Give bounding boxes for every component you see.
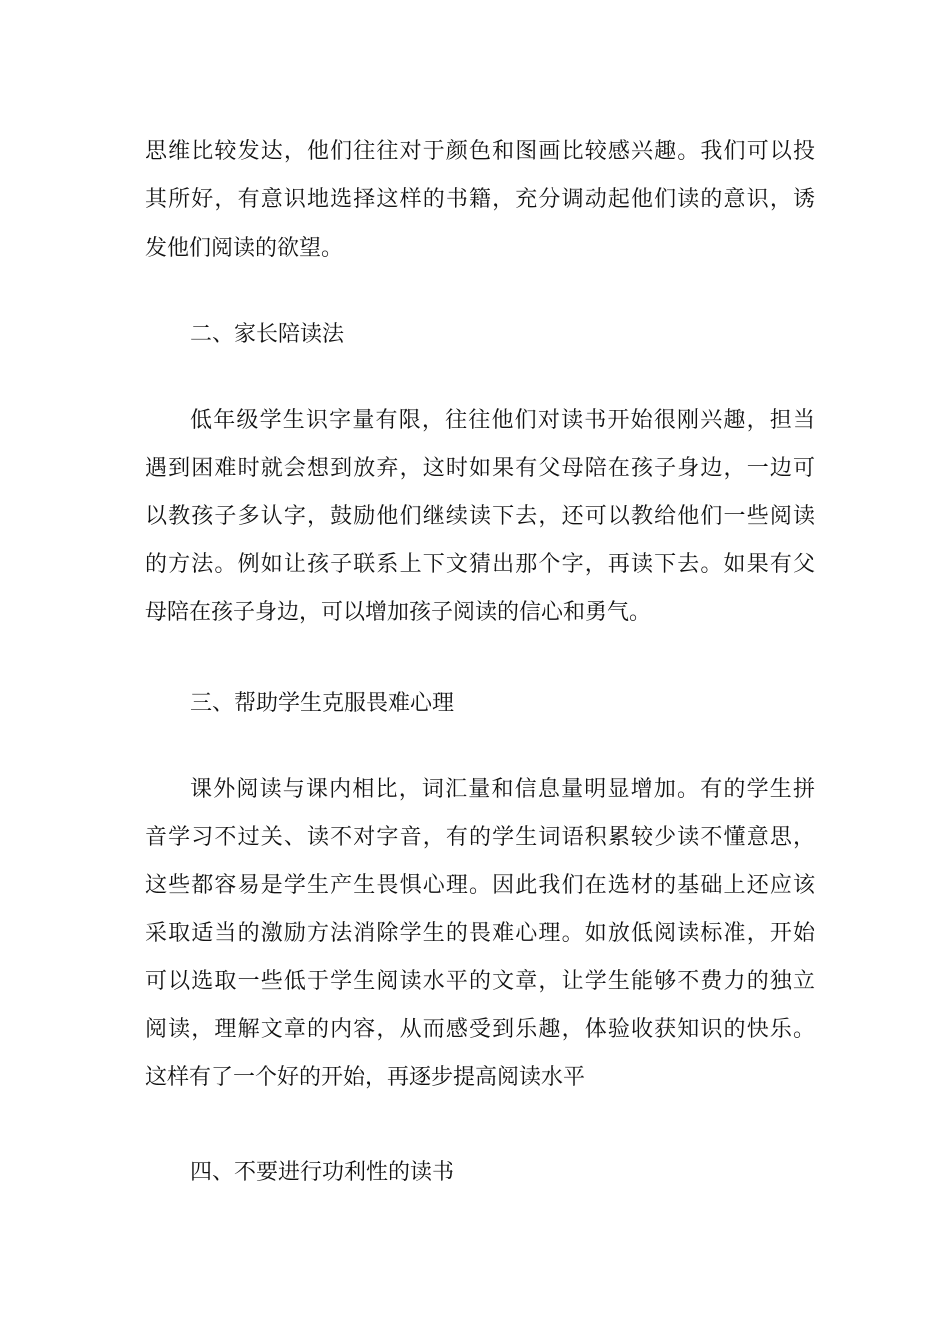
paragraph-1-line-2: 其所好，有意识地选择这样的书籍，充分调动起他们读的意识，诱 [145, 187, 815, 212]
paragraph-2-line-1: 低年级学生识字量有限，往往他们对读书开始很刚兴趣，担当 [190, 408, 815, 433]
paragraph-2-line-3: 以教孩子多认字，鼓励他们继续读下去，还可以教给他们一些阅读 [145, 504, 815, 529]
paragraph-3-line-1: 课外阅读与课内相比，词汇量和信息量明显增加。有的学生拼 [190, 777, 815, 802]
section-heading-4: 四、不要进行功利性的读书 [190, 1160, 455, 1185]
paragraph-2-line-4: 的方法。例如让孩子联系上下文猜出那个字，再读下去。如果有父 [145, 552, 815, 577]
paragraph-1-line-1: 思维比较发达，他们往往对于颜色和图画比较感兴趣。我们可以投 [145, 139, 815, 164]
paragraph-3-line-7: 这样有了一个好的开始，再逐步提高阅读水平 [145, 1065, 586, 1090]
paragraph-3-line-2: 音学习不过关、读不对字音，有的学生词语积累较少读不懂意思， [145, 825, 815, 850]
paragraph-3-line-6: 阅读，理解文章的内容，从而感受到乐趣，体验收获知识的快乐。 [145, 1017, 815, 1042]
paragraph-3-line-4: 采取适当的激励方法消除学生的畏难心理。如放低阅读标准，开始 [145, 921, 815, 946]
paragraph-2-line-5: 母陪在孩子身边，可以增加孩子阅读的信心和勇气。 [145, 600, 652, 625]
paragraph-2-line-2: 遇到困难时就会想到放弃，这时如果有父母陪在孩子身边，一边可 [145, 456, 815, 481]
section-heading-2: 二、家长陪读法 [190, 322, 345, 347]
section-heading-3: 三、帮助学生克服畏难心理 [190, 691, 455, 716]
paragraph-3-line-3: 这些都容易是学生产生畏惧心理。因此我们在选材的基础上还应该 [145, 873, 815, 898]
paragraph-1-line-3: 发他们阅读的欲望。 [145, 236, 344, 261]
paragraph-3-line-5: 可以选取一些低于学生阅读水平的文章，让学生能够不费力的独立 [145, 969, 815, 994]
